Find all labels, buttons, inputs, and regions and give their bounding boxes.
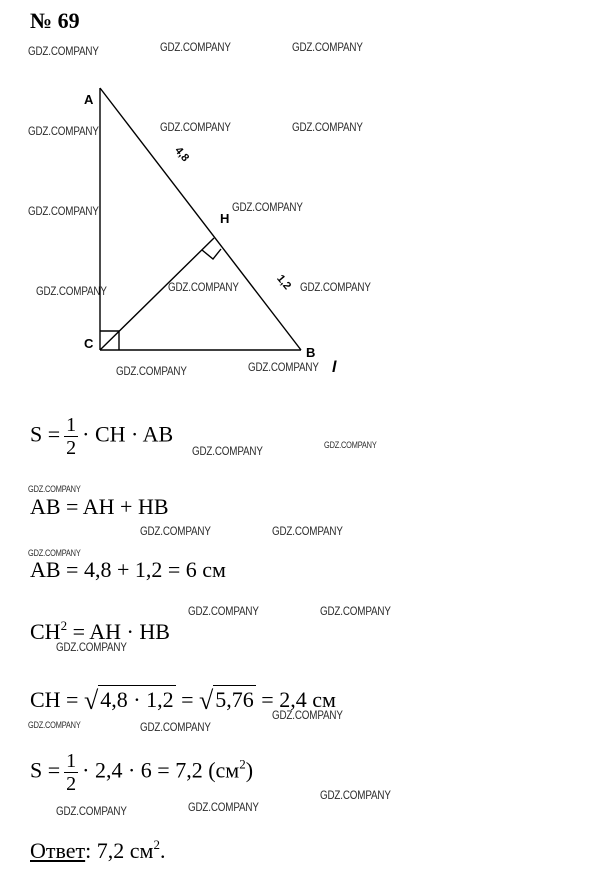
length-hb-label: 1,2 bbox=[274, 272, 294, 293]
square-root: √5,76 bbox=[199, 686, 254, 715]
watermark: GDZ.COMPANY bbox=[28, 720, 81, 730]
formula-lhs: CH bbox=[30, 619, 61, 644]
formula-ch-value bbox=[30, 686, 336, 715]
formula-lhs: S = bbox=[30, 421, 61, 447]
equals-sign: = bbox=[181, 687, 194, 712]
triangle-figure bbox=[0, 0, 600, 400]
altitude-ch bbox=[100, 238, 214, 350]
formula-ab-value: AB = 4,8 + 1,2 = 6 см bbox=[30, 557, 226, 582]
radicand: 4,8 · 1,2 bbox=[100, 687, 174, 712]
watermark: GDZ.COMPANY bbox=[272, 524, 343, 538]
watermark: GDZ.COMPANY bbox=[292, 40, 363, 54]
watermark: GDZ.COMPANY bbox=[168, 280, 239, 294]
fraction-numerator: 1 bbox=[66, 414, 77, 436]
watermark: GDZ.COMPANY bbox=[28, 548, 81, 558]
watermark: GDZ.COMPANY bbox=[320, 788, 391, 802]
square-root: √4,8 · 1,2 bbox=[83, 686, 174, 715]
formula-calculation: · 2,4 · 6 = 7,2 (см bbox=[82, 757, 240, 783]
watermark: GDZ.COMPANY bbox=[292, 120, 363, 134]
watermark: GDZ.COMPANY bbox=[140, 720, 211, 734]
watermark: GDZ.COMPANY bbox=[248, 360, 319, 374]
formula-lhs: CH = bbox=[30, 687, 79, 712]
watermark: GDZ.COMPANY bbox=[188, 604, 259, 618]
formula-ch-squared bbox=[30, 618, 170, 644]
vertex-b-label: B bbox=[306, 345, 316, 360]
watermark: GDZ.COMPANY bbox=[36, 284, 107, 298]
watermark: GDZ.COMPANY bbox=[28, 204, 99, 218]
fraction-numerator: 1 bbox=[66, 750, 77, 772]
formula-rhs: · CH · AB bbox=[82, 421, 174, 447]
watermark: GDZ.COMPANY bbox=[320, 604, 391, 618]
formula-rhs: = 2,4 см bbox=[261, 687, 336, 712]
vertex-h-label: H bbox=[220, 211, 230, 226]
watermark: GDZ.COMPANY bbox=[272, 708, 343, 722]
answer-label: Ответ bbox=[30, 838, 86, 863]
watermark: GDZ.COMPANY bbox=[160, 40, 231, 54]
exponent: 2 bbox=[153, 837, 160, 852]
exponent: 2 bbox=[60, 618, 68, 633]
radicand: 5,76 bbox=[215, 687, 254, 712]
watermark: GDZ.COMPANY bbox=[324, 440, 377, 450]
watermark: GDZ.COMPANY bbox=[140, 524, 211, 538]
watermark: GDZ.COMPANY bbox=[188, 800, 259, 814]
right-angle-mark-h bbox=[202, 249, 221, 259]
closing-paren: ) bbox=[245, 757, 254, 783]
watermark: GDZ.COMPANY bbox=[28, 124, 99, 138]
fraction-one-half bbox=[64, 414, 78, 459]
formula-ab-sum: AB = AH + HB bbox=[30, 494, 169, 519]
fraction-denominator: 2 bbox=[66, 773, 77, 795]
watermark: GDZ.COMPANY bbox=[160, 120, 231, 134]
watermark: GDZ.COMPANY bbox=[192, 444, 263, 458]
watermark: GDZ.COMPANY bbox=[116, 364, 187, 378]
watermark: GDZ.COMPANY bbox=[56, 804, 127, 818]
formula-lhs: S = bbox=[30, 757, 61, 783]
vertex-a-label: A bbox=[84, 92, 94, 107]
vertex-c-label: C bbox=[84, 336, 94, 351]
watermark: GDZ.COMPANY bbox=[28, 484, 81, 494]
answer-value: : 7,2 см bbox=[85, 838, 154, 863]
fraction-denominator: 2 bbox=[66, 437, 77, 459]
formula-rhs: = AH · HB bbox=[72, 619, 170, 644]
formula-area-value bbox=[30, 750, 253, 795]
watermark: GDZ.COMPANY bbox=[28, 44, 99, 58]
exponent: 2 bbox=[239, 756, 246, 772]
length-ah-label: 4,8 bbox=[172, 144, 192, 165]
hypotenuse-ab bbox=[100, 88, 301, 350]
formula-area bbox=[30, 414, 173, 459]
watermark: GDZ.COMPANY bbox=[300, 280, 371, 294]
answer-end: . bbox=[159, 838, 166, 863]
watermark: GDZ.COMPANY bbox=[232, 200, 303, 214]
watermark: GDZ.COMPANY bbox=[56, 640, 127, 654]
answer-line bbox=[30, 837, 166, 863]
fraction-one-half bbox=[64, 750, 78, 795]
problem-number: № 69 bbox=[30, 8, 80, 33]
stray-mark: l bbox=[332, 359, 337, 376]
